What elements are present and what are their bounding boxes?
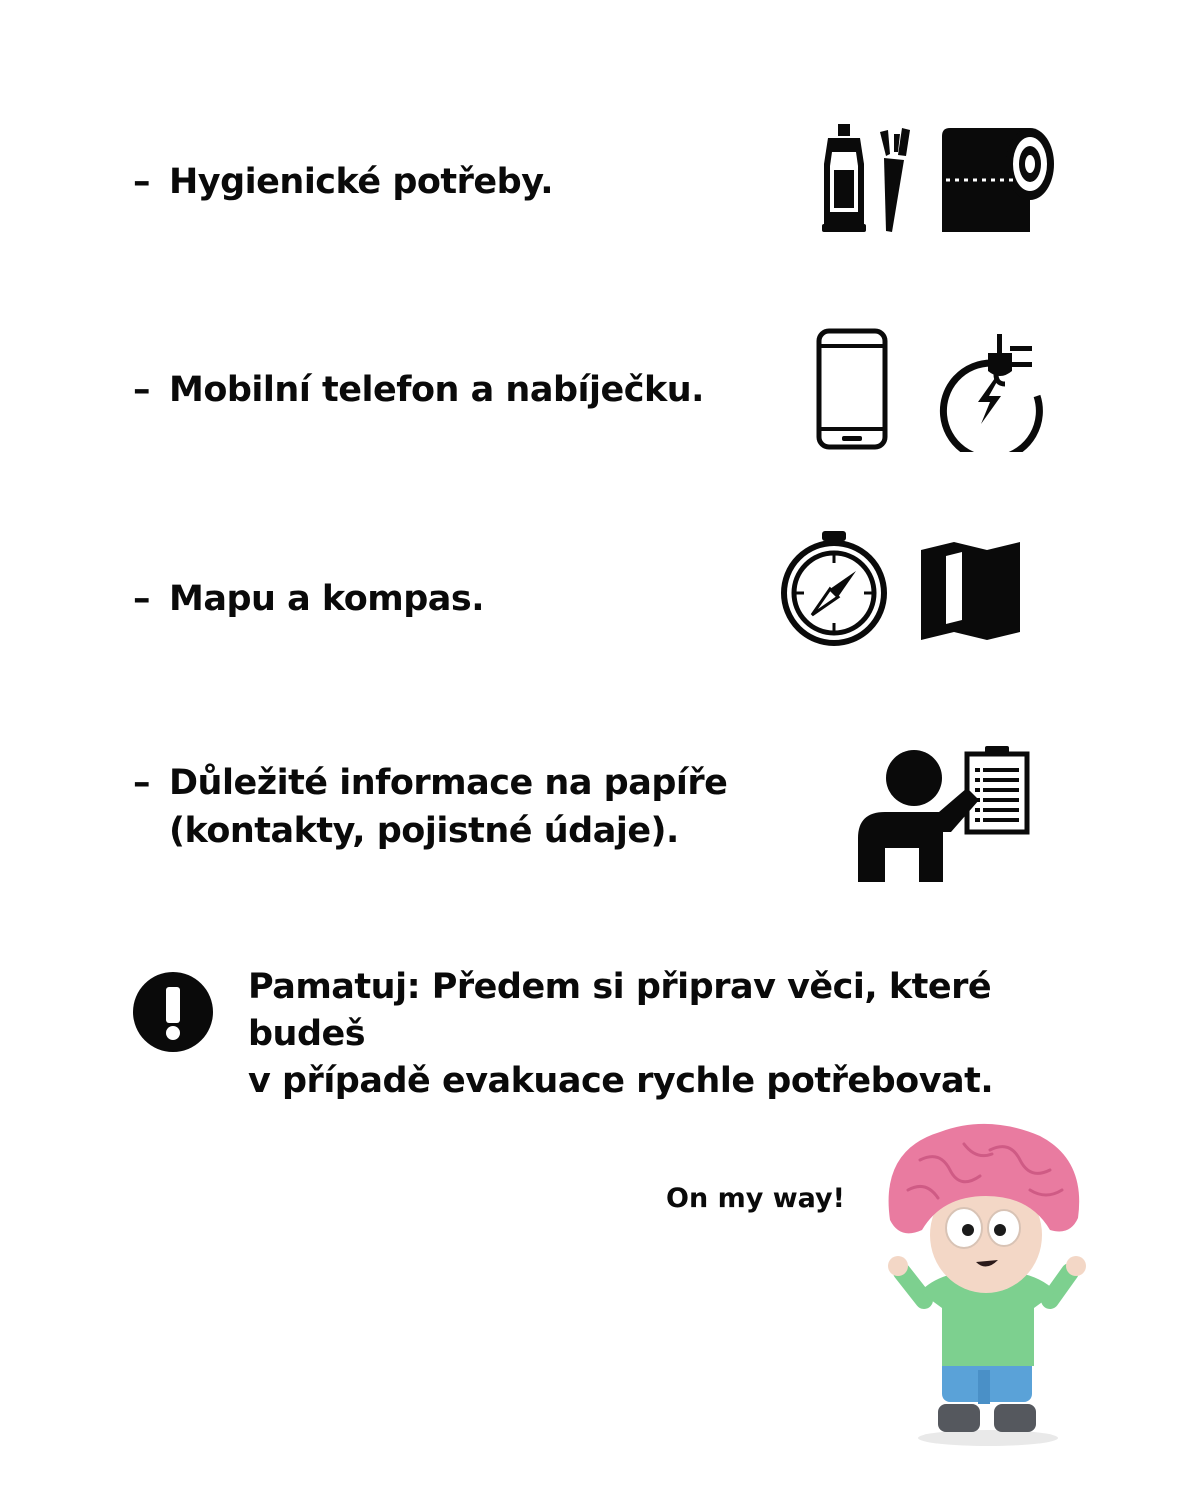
remember-note: [248, 964, 1108, 1105]
item-text-line1: Důležité informace na papíře: [169, 763, 728, 803]
item-hygiene: [133, 158, 553, 206]
toilet-paper-icon: [942, 128, 1054, 232]
smartphone-icon: [819, 331, 885, 447]
navigation-icons: [780, 528, 1025, 650]
bullet-dash: –: [133, 763, 150, 803]
map-icon: [921, 542, 1020, 640]
compass-icon: [784, 531, 884, 643]
person-with-document-icon: [855, 742, 1035, 884]
item-text: Hygienické potřeby.: [169, 162, 554, 202]
bullet-dash: –: [133, 162, 150, 202]
item-phone: [133, 366, 704, 414]
toothpaste-icon: [822, 124, 866, 232]
charger-icon: [943, 334, 1039, 452]
brain-head-mascot: [880, 1120, 1095, 1450]
item-documents: [133, 759, 727, 855]
note-line1: Pamatuj: Předem si připrav věci, které budeš: [248, 967, 992, 1054]
bullet-dash: –: [133, 579, 150, 619]
item-map: [133, 575, 484, 623]
exclamation-icon: [132, 971, 214, 1053]
note-line2: v případě evakuace rychle potřebovat.: [248, 1061, 994, 1101]
hygiene-icons: [818, 124, 1058, 236]
item-text-line2: (kontakty, pojistné údaje).: [169, 811, 679, 851]
item-text: Mapu a kompas.: [169, 579, 485, 619]
item-text: Mobilní telefon a nabíječku.: [169, 370, 704, 410]
bullet-dash: –: [133, 370, 150, 410]
phone-icons: [815, 326, 1050, 452]
toothbrush-icon: [880, 128, 910, 232]
speech-text: On my way!: [666, 1183, 845, 1214]
